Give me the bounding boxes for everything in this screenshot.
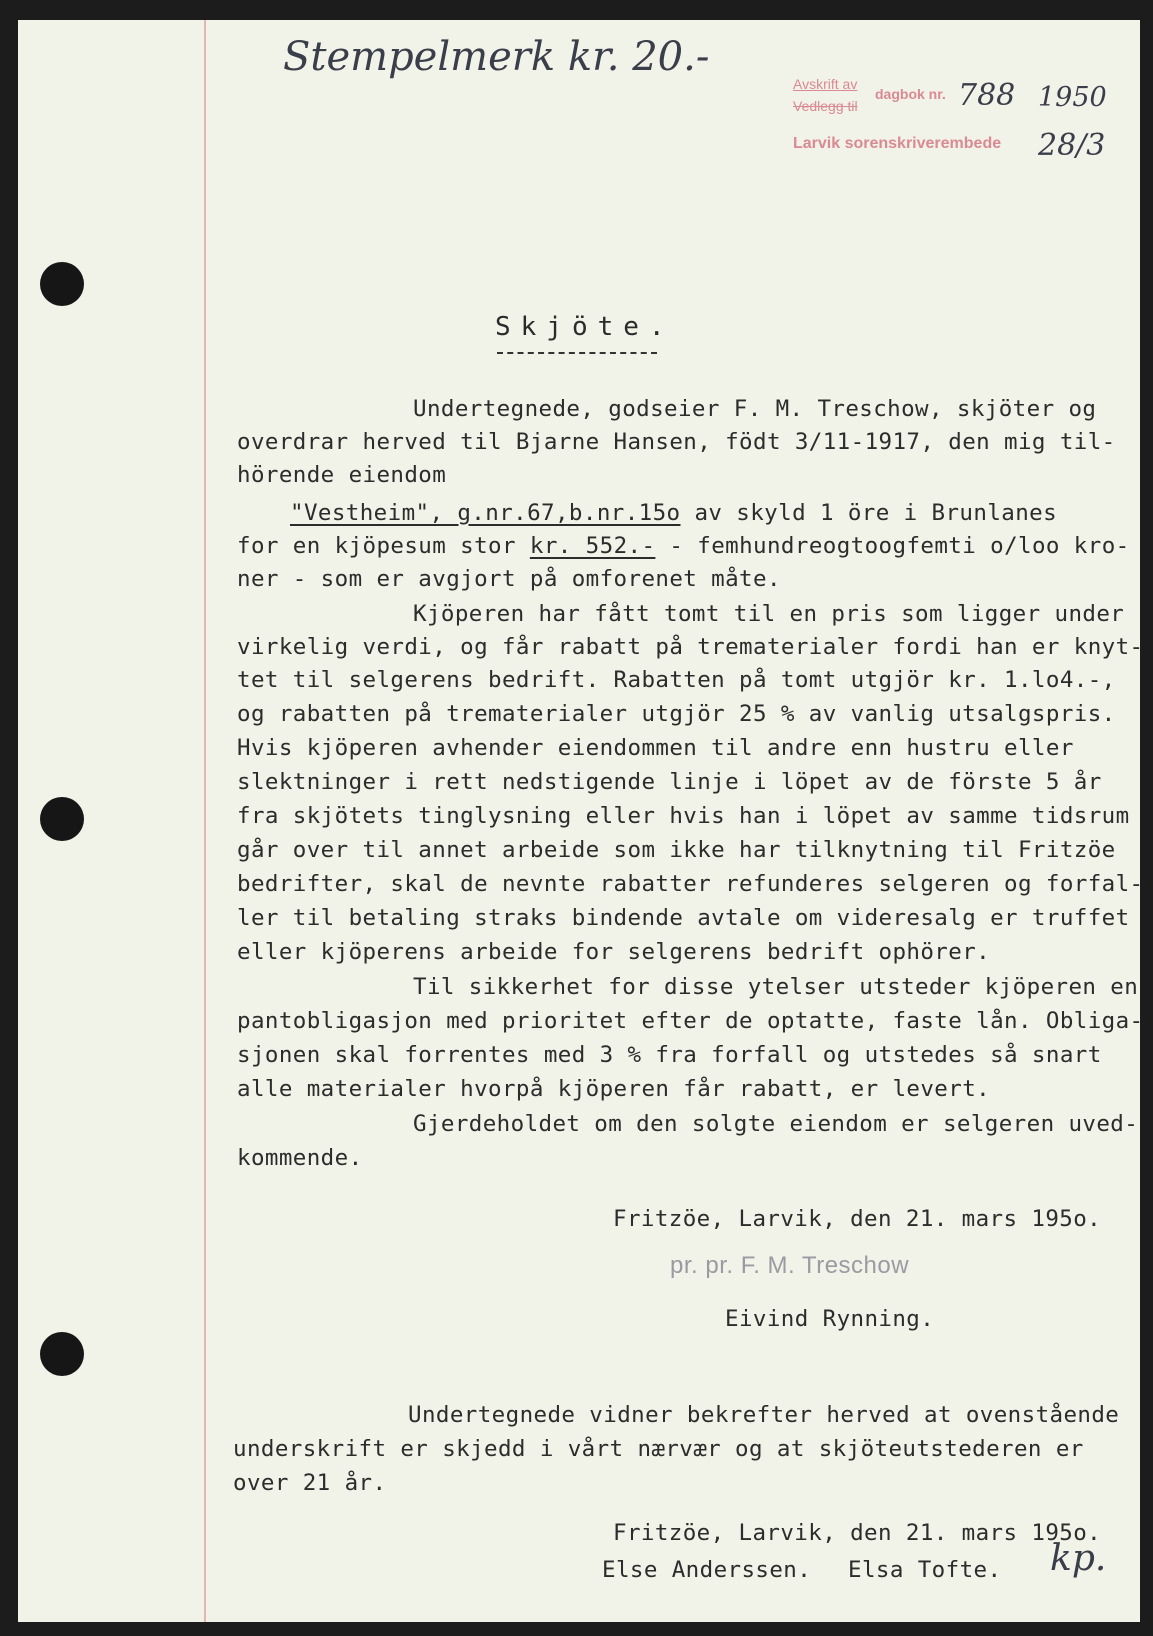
stamp-dagbok-number: 788 [958, 78, 1016, 113]
body-line: Kjöperen har fått tomt til en pris som ligger under [413, 601, 1125, 627]
body-line: eller kjöperens arbeide for selgerens bedrift ophörer. [237, 939, 991, 965]
handwritten-initials: kp. [1050, 1538, 1107, 1579]
document-title: Skjöte. [495, 312, 675, 342]
body-line: hörende eiendom [237, 462, 447, 488]
body-line: bedrifter, skal de nevnte rabatter refunderes selgeren og forfal- [237, 871, 1144, 897]
stamp-office: Larvik sorenskriverembede [793, 135, 1002, 152]
stamp-date: 28/3 [1038, 128, 1106, 163]
body-line: sjonen skal forrentes med 3 % fra forfall og utstedes så snart [237, 1042, 1102, 1068]
property-rest: av skyld 1 öre i Brunlanes [694, 500, 1058, 526]
scan-border-bottom [0, 1622, 1153, 1636]
scan-border-left [0, 0, 18, 1636]
body-line: Gjerdeholdet om den solgte eiendom er selgeren uved- [413, 1111, 1139, 1137]
scan-border-right [1140, 0, 1153, 1636]
property-line [290, 500, 1057, 526]
punch-hole-top [40, 262, 84, 306]
scan-border-top [0, 0, 1153, 20]
body-line: Til sikkerhet for disse ytelser utsteder kjöperen en [413, 974, 1139, 1000]
stamp-year: 1950 [1038, 82, 1107, 113]
body-line: slektninger i rett nedstigende linje i löpet av de förste 5 år [237, 769, 1102, 795]
witness-line: Undertegnede vidner bekrefter herved at ovenstående [408, 1402, 1120, 1428]
body-line: tet til selgerens bedrift. Rabatten på tomt utgjör kr. 1.lo4.-, [237, 667, 1116, 693]
price-amount: kr. 552.- [529, 533, 656, 559]
property-name: "Vestheim", g.nr.67,b.nr.15o [290, 500, 681, 526]
body-line: alle materialer hvorpå kjöperen får rabatt, er levert. [237, 1076, 991, 1102]
stamp-avskrift: Avskrift av [793, 76, 858, 92]
body-line: og rabatten på trematerialer utgjör 25 % av vanlig utsalgspris. [237, 701, 1116, 727]
price-words: femhundreogtoogfemti o/loo kro- [697, 533, 1130, 559]
handwritten-note: Stempelmerk kr. 20.- [283, 34, 710, 80]
witness-line: over 21 år. [233, 1470, 387, 1496]
body-line: virkelig verdi, og får rabatt på trematerialer fordi han er knyt- [237, 634, 1144, 660]
witness-place-date: Fritzöe, Larvik, den 21. mars 195o. [613, 1520, 1102, 1546]
body-line: Hvis kjöperen avhender eiendommen til andre enn hustru eller [237, 735, 1074, 761]
body-line: ler til betaling straks bindende avtale om videresalg er truffet [237, 905, 1130, 931]
margin-line [204, 20, 206, 1622]
witness-line: underskrift er skjedd i vårt nærvær og at skjöteutstederen er [233, 1436, 1084, 1462]
place-date: Fritzöe, Larvik, den 21. mars 195o. [613, 1206, 1102, 1232]
body-line: Undertegnede, godseier F. M. Treschow, skjöter og [413, 396, 1097, 422]
body-line: fra skjötets tinglysning eller hvis han i löpet av samme tidsrum [237, 803, 1130, 829]
stamp-dagbok-label: dagbok nr. [875, 86, 946, 102]
punch-hole-middle [40, 797, 84, 841]
price-prefix: for en kjöpesum stor [237, 533, 516, 559]
punch-hole-bottom [40, 1332, 84, 1376]
body-line: går over til annet arbeide som ikke har tilknytning til Fritzöe [237, 837, 1116, 863]
stamp-vedlegg: Vedlegg til [793, 98, 858, 114]
price-separator: - [655, 533, 698, 559]
signature-stamp: pr. pr. F. M. Treschow [670, 1252, 910, 1279]
body-line: overdrar herved til Bjarne Hansen, födt 3/11-1917, den mig til- [237, 429, 1116, 455]
body-line: kommende. [237, 1145, 363, 1171]
title-underline [497, 352, 657, 354]
price-line [237, 533, 1130, 559]
body-line: ner - som er avgjort på omforenet måte. [237, 566, 781, 592]
signer-name: Eivind Rynning. [725, 1306, 935, 1332]
witness-name-1: Else Anderssen. [602, 1557, 812, 1583]
witness-name-2: Elsa Tofte. [848, 1557, 1002, 1583]
body-line: pantobligasjon med prioritet efter de optatte, faste lån. Obliga- [237, 1008, 1144, 1034]
